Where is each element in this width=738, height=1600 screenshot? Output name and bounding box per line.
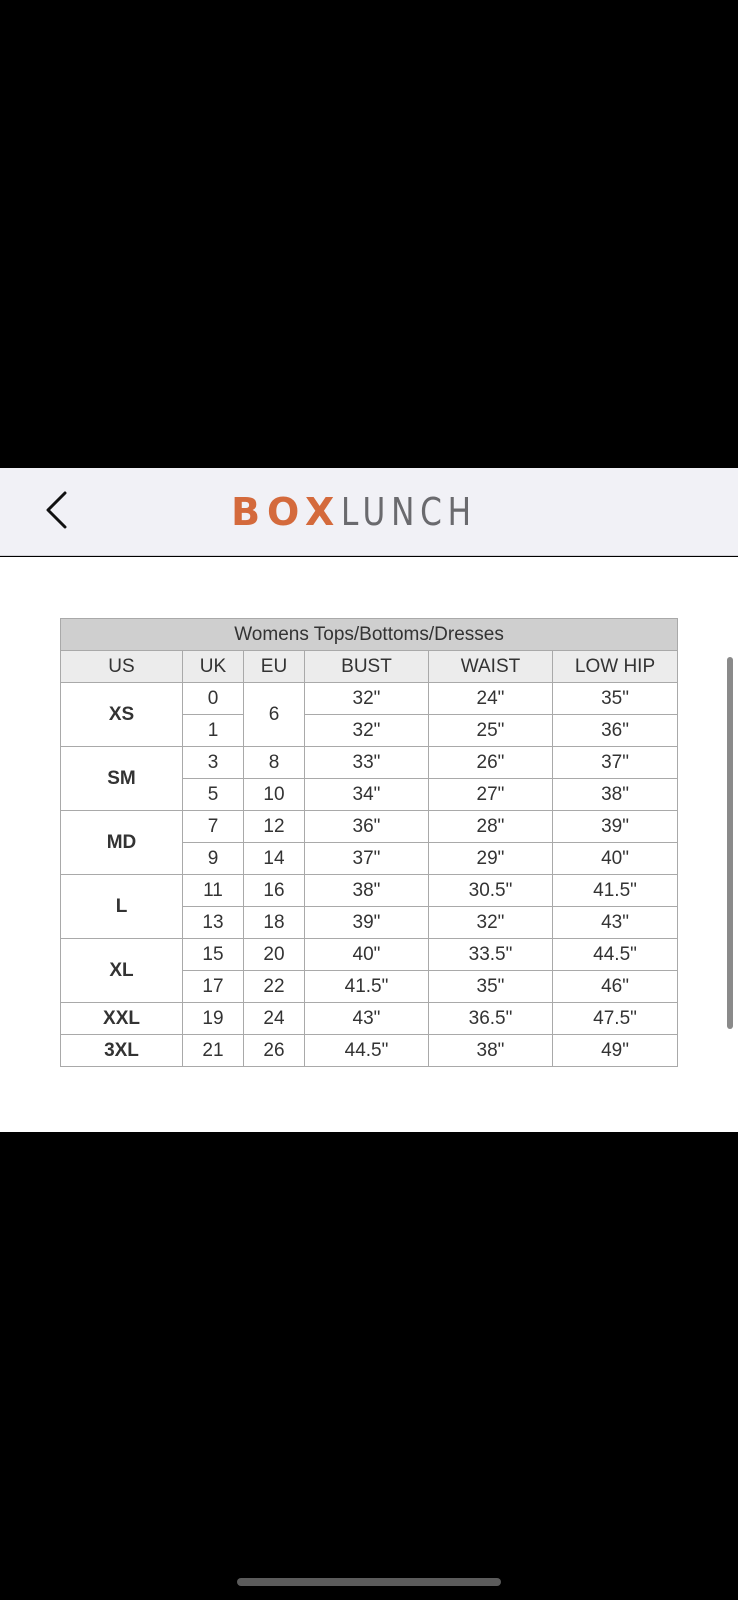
vertical-scrollbar[interactable] bbox=[727, 657, 733, 1029]
uk-cell: 5 bbox=[183, 779, 244, 811]
hip-cell: 37" bbox=[553, 747, 678, 779]
uk-cell: 15 bbox=[183, 939, 244, 971]
size-chart-table bbox=[60, 618, 678, 1067]
table-row bbox=[61, 1035, 678, 1067]
hip-cell: 41.5" bbox=[553, 875, 678, 907]
waist-cell: 38" bbox=[429, 1035, 553, 1067]
column-header: UK bbox=[183, 651, 244, 683]
bust-cell: 34" bbox=[305, 779, 429, 811]
eu-cell: 20 bbox=[244, 939, 305, 971]
uk-cell: 9 bbox=[183, 843, 244, 875]
hip-cell: 35" bbox=[553, 683, 678, 715]
column-header: LOW HIP bbox=[553, 651, 678, 683]
waist-cell: 29" bbox=[429, 843, 553, 875]
top-black-area bbox=[0, 0, 738, 468]
table-row bbox=[61, 939, 678, 971]
uk-cell: 17 bbox=[183, 971, 244, 1003]
us-size-cell: XL bbox=[61, 939, 183, 1003]
hip-cell: 46" bbox=[553, 971, 678, 1003]
us-size-cell: MD bbox=[61, 811, 183, 875]
bust-cell: 32" bbox=[305, 715, 429, 747]
bust-cell: 39" bbox=[305, 907, 429, 939]
logo-box-text: BOX bbox=[231, 490, 342, 534]
bust-cell: 44.5" bbox=[305, 1035, 429, 1067]
waist-cell: 32" bbox=[429, 907, 553, 939]
eu-cell: 12 bbox=[244, 811, 305, 843]
bust-cell: 38" bbox=[305, 875, 429, 907]
eu-cell: 6 bbox=[244, 683, 305, 747]
us-size-cell: 3XL bbox=[61, 1035, 183, 1067]
waist-cell: 35" bbox=[429, 971, 553, 1003]
waist-cell: 33.5" bbox=[429, 939, 553, 971]
eu-cell: 24 bbox=[244, 1003, 305, 1035]
uk-cell: 7 bbox=[183, 811, 244, 843]
us-size-cell: L bbox=[61, 875, 183, 939]
hip-cell: 43" bbox=[553, 907, 678, 939]
uk-cell: 0 bbox=[183, 683, 244, 715]
hip-cell: 38" bbox=[553, 779, 678, 811]
column-header: EU bbox=[244, 651, 305, 683]
hip-cell: 47.5" bbox=[553, 1003, 678, 1035]
eu-cell: 16 bbox=[244, 875, 305, 907]
table-row bbox=[61, 875, 678, 907]
home-indicator[interactable] bbox=[237, 1578, 501, 1586]
bust-cell: 36" bbox=[305, 811, 429, 843]
uk-cell: 21 bbox=[183, 1035, 244, 1067]
waist-cell: 30.5" bbox=[429, 875, 553, 907]
uk-cell: 1 bbox=[183, 715, 244, 747]
hip-cell: 44.5" bbox=[553, 939, 678, 971]
eu-cell: 10 bbox=[244, 779, 305, 811]
us-size-cell: XS bbox=[61, 683, 183, 747]
table-row bbox=[61, 811, 678, 843]
waist-cell: 36.5" bbox=[429, 1003, 553, 1035]
bottom-black-area bbox=[0, 1132, 738, 1600]
bust-cell: 43" bbox=[305, 1003, 429, 1035]
eu-cell: 22 bbox=[244, 971, 305, 1003]
waist-cell: 24" bbox=[429, 683, 553, 715]
column-header: US bbox=[61, 651, 183, 683]
bust-cell: 41.5" bbox=[305, 971, 429, 1003]
eu-cell: 26 bbox=[244, 1035, 305, 1067]
waist-cell: 26" bbox=[429, 747, 553, 779]
bust-cell: 32" bbox=[305, 683, 429, 715]
hip-cell: 36" bbox=[553, 715, 678, 747]
bust-cell: 33" bbox=[305, 747, 429, 779]
uk-cell: 3 bbox=[183, 747, 244, 779]
bust-cell: 40" bbox=[305, 939, 429, 971]
uk-cell: 11 bbox=[183, 875, 244, 907]
boxlunch-logo bbox=[0, 468, 738, 556]
table-row bbox=[61, 683, 678, 715]
us-size-cell: XXL bbox=[61, 1003, 183, 1035]
waist-cell: 28" bbox=[429, 811, 553, 843]
column-header: WAIST bbox=[429, 651, 553, 683]
hip-cell: 49" bbox=[553, 1035, 678, 1067]
table-row bbox=[61, 747, 678, 779]
waist-cell: 27" bbox=[429, 779, 553, 811]
table-row bbox=[61, 1003, 678, 1035]
hip-cell: 39" bbox=[553, 811, 678, 843]
size-chart-content bbox=[0, 557, 738, 1132]
table-title: Womens Tops/Bottoms/Dresses bbox=[61, 619, 678, 651]
eu-cell: 8 bbox=[244, 747, 305, 779]
eu-cell: 18 bbox=[244, 907, 305, 939]
nav-header bbox=[0, 468, 738, 556]
hip-cell: 40" bbox=[553, 843, 678, 875]
uk-cell: 13 bbox=[183, 907, 244, 939]
bust-cell: 37" bbox=[305, 843, 429, 875]
waist-cell: 25" bbox=[429, 715, 553, 747]
table-header-row bbox=[61, 651, 678, 683]
column-header: BUST bbox=[305, 651, 429, 683]
uk-cell: 19 bbox=[183, 1003, 244, 1035]
us-size-cell: SM bbox=[61, 747, 183, 811]
logo-lunch-text: LUNCH bbox=[341, 490, 478, 534]
eu-cell: 14 bbox=[244, 843, 305, 875]
